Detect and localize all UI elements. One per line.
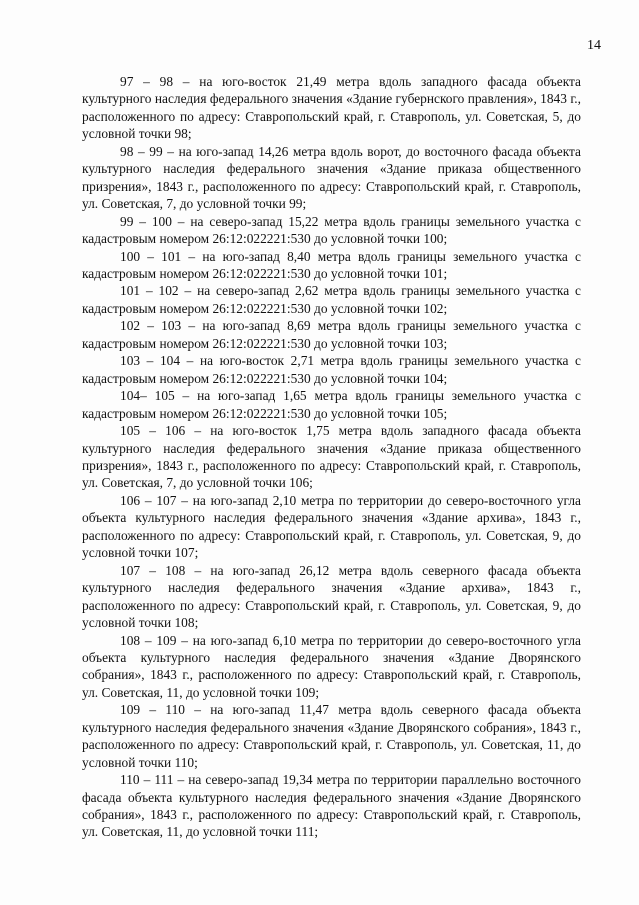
boundary-segment-paragraph: 107 – 108 – на юго-запад 26,12 метра вдоль северного фасада объекта культурного наследия федерального значения «Здание архива», 1843 г., расположенного по адресу: Ставропольский край, г. Ставрополь, ул. Советская, 9, до условной точки 108; xyxy=(82,562,581,631)
boundary-segment-paragraph: 110 – 111 – на северо-запад 19,34 метра по территории параллельно восточного фасада объекта культурного наследия федерального значения «Здание Дворянского собрания», 1843 г., расположенного по адресу: Ставропольский край, г. Ставрополь, ул. Советская, 11, до условной точки 111; xyxy=(82,772,581,840)
boundary-segment-paragraph: 102 – 103 – на юго-запад 8,69 метра вдоль границы земельного участка с кадастровым номером 26:12:022221:530 до условной точки 103; xyxy=(82,318,581,351)
boundary-segment-paragraph: 108 – 109 – на юго-запад 6,10 метра по территории до северо-восточного угла объекта культурного наследия федерального значения «Здание Дворянского собрания», 1843 г., расположенного по адресу: Ставропольский край, г. Ставрополь, ул. Советская, 11, до условной точки 109; xyxy=(82,632,581,700)
boundary-segment-paragraph: 106 – 107 – на юго-запад 2,10 метра по территории до северо-восточного угла объекта культурного наследия федерального значения «Здание архива», 1843 г., расположенного по адресу: Ставропольский край, г. Ставрополь, ул. Советская, 9, до условной точки 107; xyxy=(82,492,581,561)
boundary-segment-paragraph: 97 – 98 – на юго-восток 21,49 метра вдоль западного фасада объекта культурного наследия федерального значения «Здание губернского правления», 1843 г., расположенного по адресу: Ставропольский край, г. Ставрополь, ул. Советская, 5, до условной точки 98; xyxy=(82,74,581,142)
boundary-segment-paragraph: 100 – 101 – на юго-запад 8,40 метра вдоль границы земельного участка с кадастровым номером 26:12:022221:530 до условной точки 101; xyxy=(82,248,581,281)
boundary-segment-paragraph: 105 – 106 – на юго-восток 1,75 метра вдоль западного фасада объекта культурного наследия федерального значения «Здание приказа общественного призрения», 1843 г., расположенного по адресу: Ставропольский край, г. Ставрополь, ул. Советская, 7, до условной точки 106; xyxy=(82,423,581,491)
document-body xyxy=(82,73,581,841)
boundary-segment-paragraph: 101 – 102 – на северо-запад 2,62 метра вдоль границы земельного участка с кадастровым номером 26:12:022221:530 до условной точки 102; xyxy=(82,283,581,316)
boundary-segment-paragraph: 103 – 104 – на юго-восток 2,71 метра вдоль границы земельного участка с кадастровым номером 26:12:022221:530 до условной точки 104; xyxy=(82,353,581,386)
boundary-segment-paragraph: 109 – 110 – на юго-запад 11,47 метра вдоль северного фасада объекта культурного наследия федерального значения «Здание Дворянского собрания», 1843 г., расположенного по адресу: Ставропольский край, г. Ставрополь, ул. Советская, 11, до условной точки 110; xyxy=(82,702,581,770)
page-number: 14 xyxy=(587,38,601,53)
boundary-segment-paragraph: 98 – 99 – на юго-запад 14,26 метра вдоль ворот, до восточного фасада объекта культурного наследия федерального значения «Здание приказа общественного призрения», 1843 г., расположенного по адресу: Ставропольский край, г. Ставрополь, ул. Советская, 7, до условной точки 99; xyxy=(82,143,581,212)
boundary-segment-paragraph: 104– 105 – на юго-запад 1,65 метра вдоль границы земельного участка с кадастровым номером 26:12:022221:530 до условной точки 105; xyxy=(82,388,581,421)
boundary-segment-paragraph: 99 – 100 – на северо-запад 15,22 метра вдоль границы земельного участка с кадастровым номером 26:12:022221:530 до условной точки 100; xyxy=(82,213,581,247)
